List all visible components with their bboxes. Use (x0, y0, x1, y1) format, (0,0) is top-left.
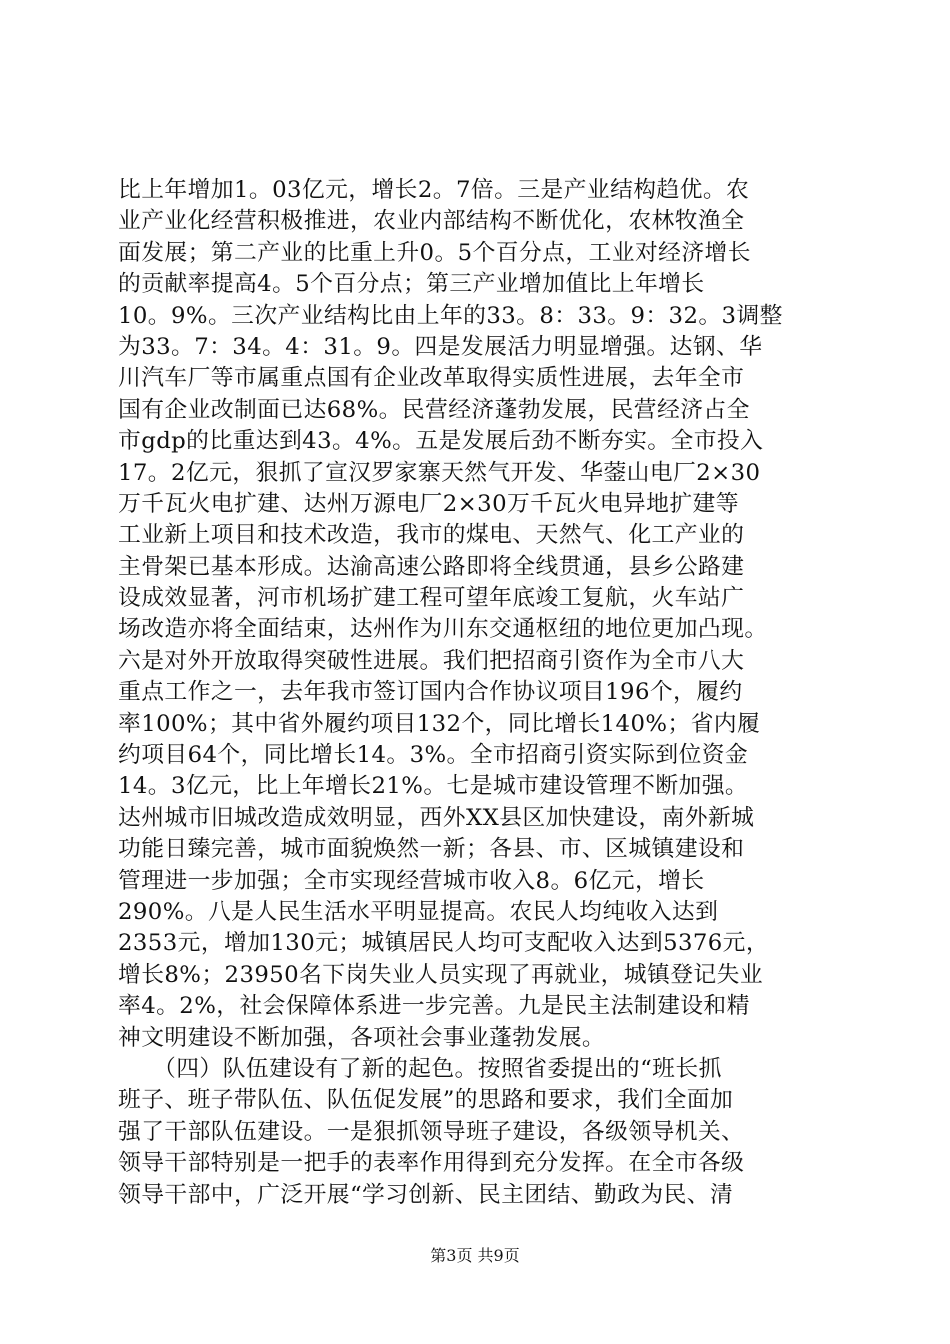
text-line: 领导干部中，广泛开展“学习创新、民主团结、勤政为民、清 (118, 1181, 734, 1208)
text-line: 率4。2%，社会保障体系进一步完善。九是民主法制建设和精 (118, 993, 750, 1020)
text-line: 重点工作之一，去年我市签订国内合作协议项目196个，履约 (118, 679, 743, 706)
text-line: 场改造亦将全面结束，达州作为川东交通枢纽的地位更加凸现。 (118, 616, 768, 643)
text-line: 率100%；其中省外履约项目132个，同比增长140%；省内履 (118, 710, 761, 737)
text-line: 17。2亿元，狠抓了宣汉罗家寨天然气开发、华蓥山电厂2×30 (118, 459, 761, 486)
text-line: 主骨架已基本形成。达渝高速公路即将全线贯通，县乡公路建 (118, 553, 745, 580)
text-line: 川汽车厂等市属重点国有企业改革取得实质性进展，去年全市 (118, 365, 745, 392)
text-line: （四）队伍建设有了新的起色。按照省委提出的“班长抓 (118, 1055, 722, 1082)
text-line: 班子、班子带队伍、队伍促发展”的思路和要求，我们全面加 (118, 1087, 734, 1114)
text-line: 的贡献率提高4。5个百分点；第三产业增加值比上年增长 (118, 271, 705, 298)
text-line: 国有企业改制面已达68%。民营经济蓬勃发展，民营经济占全 (118, 396, 750, 423)
text-line: 设成效显著，河市机场扩建工程可望年底竣工复航，火车站广 (118, 585, 745, 612)
text-line: 管理进一步加强；全市实现经营城市收入8。6亿元，增长 (118, 867, 705, 894)
text-line: 2353元，增加130元；城镇居民人均可支配收入达到5376元， (118, 930, 770, 957)
body-text (118, 175, 838, 1211)
text-line: 14。3亿元，比上年增长21%。七是城市建设管理不断加强。 (118, 773, 749, 800)
text-line: 面发展；第二产业的比重上升0。5个百分点，工业对经济增长 (118, 239, 751, 266)
text-line: 增长8%；23950名下岗失业人员实现了再就业，城镇登记失业 (118, 961, 764, 988)
page-number-footer: 第3页 共9页 (430, 1246, 520, 1265)
text-line: 领导干部特别是一把手的表率作用得到充分发挥。在全市各级 (118, 1150, 745, 1177)
text-line: 10。9%。三次产业结构比由上年的33。8：33。9：32。3调整 (118, 302, 783, 329)
text-line: 六是对外开放取得突破性进展。我们把招商引资作为全市八大 (118, 647, 745, 674)
text-line: 神文明建设不断加强，各项社会事业蓬勃发展。 (118, 1024, 606, 1051)
text-line: 功能日臻完善，城市面貌焕然一新；各县、市、区城镇建设和 (118, 836, 745, 863)
text-line: 业产业化经营积极推进，农业内部结构不断优化，农林牧渔全 (118, 208, 745, 235)
text-line: 工业新上项目和技术改造，我市的煤电、天然气、化工产业的 (118, 522, 745, 549)
text-line: 达州城市旧城改造成效明显，西外XX县区加快建设，南外新城 (118, 804, 755, 831)
text-line: 290%。八是人民生活水平明显提高。农民人均纯收入达到 (118, 898, 719, 925)
text-line: 强了干部队伍建设。一是狠抓领导班子建设，各级领导机关、 (118, 1118, 745, 1145)
text-line: 比上年增加1。03亿元，增长2。7倍。三是产业结构趋优。农 (118, 177, 750, 203)
text-line: 约项目64个，同比增长14。3%。全市招商引资实际到位资金 (118, 742, 749, 769)
text-line: 为33。7：34。4：31。9。四是发展活力明显增强。达钢、华 (118, 333, 763, 360)
text-line: 市gdp的比重达到43。4%。五是发展后劲不断夯实。全市投入 (118, 428, 764, 455)
text-line: 万千瓦火电扩建、达州万源电厂2×30万千瓦火电异地扩建等 (118, 490, 739, 517)
